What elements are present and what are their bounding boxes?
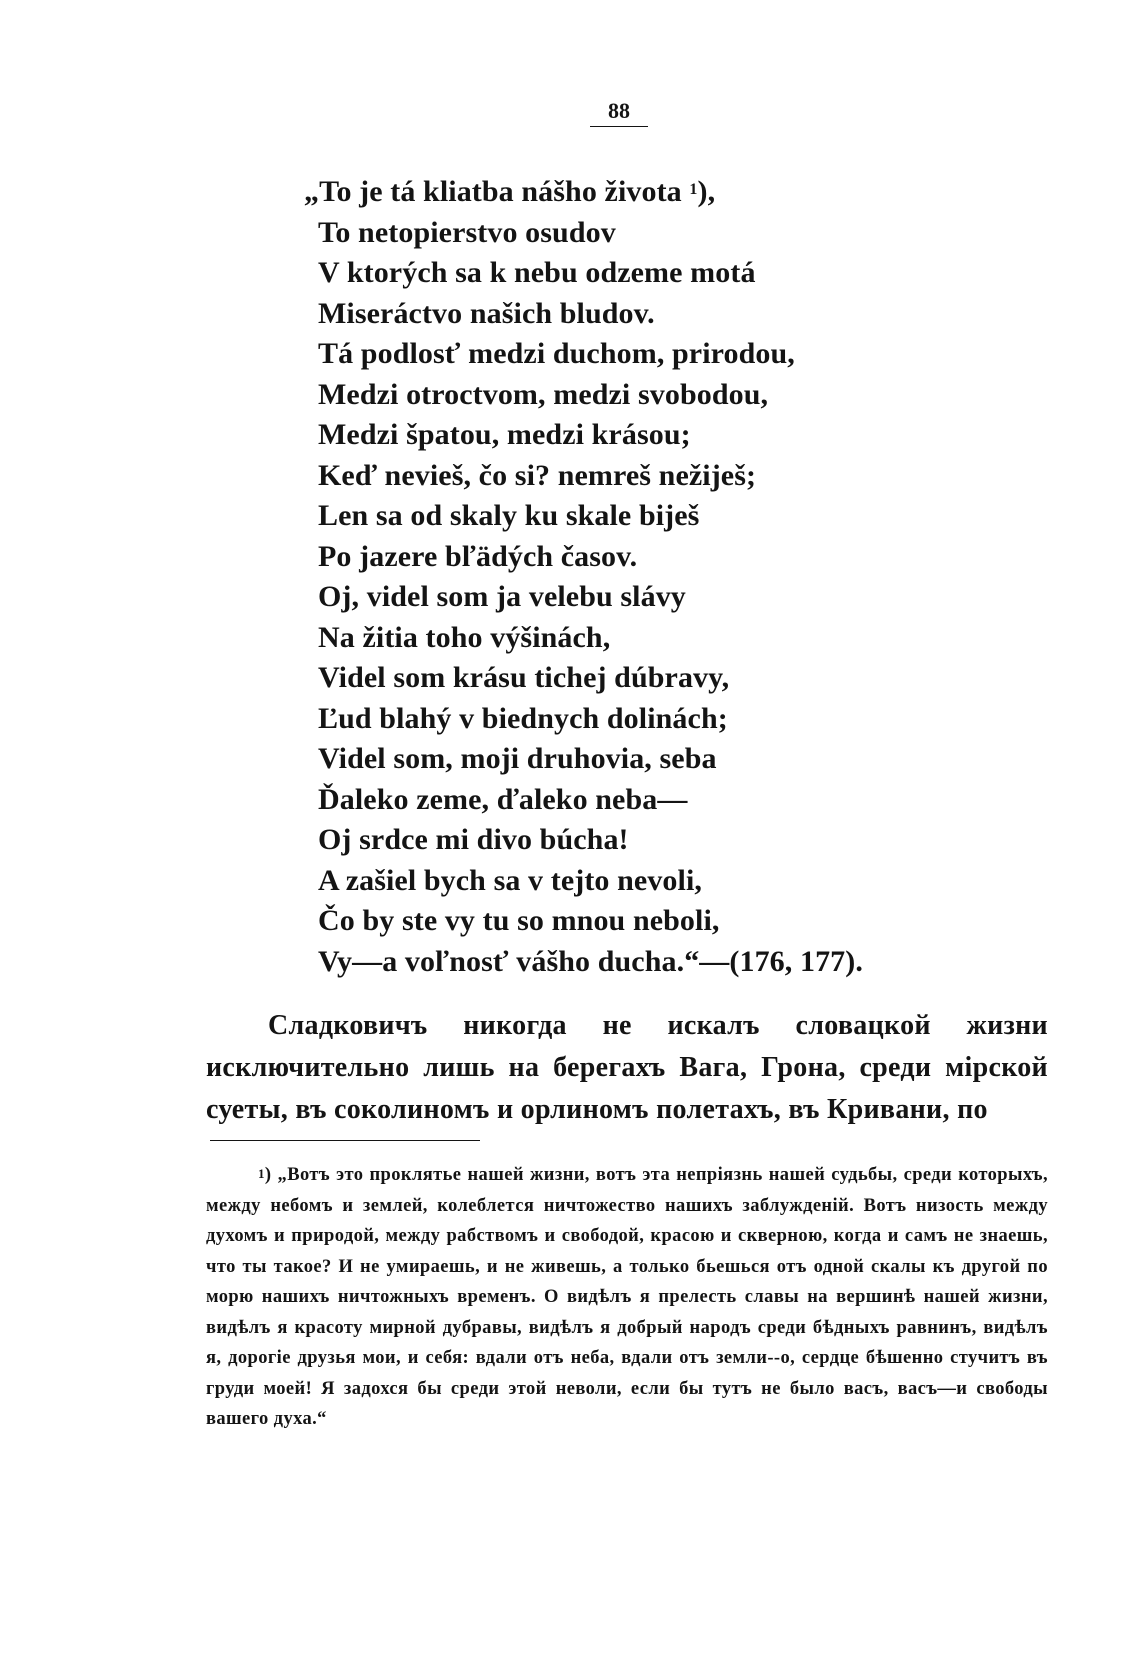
poem-line: Ľud blahý v biednych dolinách; bbox=[318, 701, 728, 735]
poem-line: Medzi otroctvom, medzi svobodou, bbox=[318, 377, 769, 411]
poem-line: A zašiel bych sa v tejto nevoli, bbox=[318, 863, 703, 897]
poem-line: Videl som, moji druhovia, seba bbox=[318, 742, 717, 775]
footnote-divider bbox=[210, 1140, 480, 1141]
poem-line: Tá podlosť medzi duchom, prirodou, bbox=[318, 337, 795, 370]
poem-line-text: „To je tá kliatba nášho života bbox=[304, 175, 682, 208]
footnote-marker: 1 bbox=[258, 1166, 265, 1181]
poem-line: Oj, videl som ja velebu slávy bbox=[318, 580, 686, 613]
footnote-ref: 1 bbox=[689, 181, 698, 198]
poem-line-tail: ), bbox=[697, 175, 716, 208]
poem-line: Vy—a voľnosť vášho ducha.“—(176, 177). bbox=[318, 944, 863, 978]
poem bbox=[304, 172, 938, 982]
page-number: 88 bbox=[590, 98, 648, 127]
poem-line: Po jazere bľädých časov. bbox=[318, 539, 638, 573]
footnote-text: ) „Вотъ это проклятье нашей жизни, вотъ эта непрiязнь нашей судьбы, среди которыхъ, между небомъ и землей, колеблется ничтожество нашихъ заблужденiй. Вотъ низость между духомъ и природой, между рабствомъ и свободой, красою и скверною, когда и самъ не знаешь, что ты такое? И не умираешь, и не живешь, а только бьешься отъ одной скалы къ другой по морю нашихъ ничтожныхъ временъ. О видѣлъ я прелесть славы на вершинѣ нашей жизни, видѣлъ я красоту мирной дубравы, видѣлъ я добрый народъ среди бѣдныхъ равнинъ, видѣлъ я, дорогiе друзья мои, и себя: вдали отъ неба, вдали отъ земли--о, сердце бѣшенно стучитъ въ груди моей! Я задохся бы среди этой неволи, если бы тутъ не было васъ, васъ—и свободы вашего духа.“ bbox=[206, 1165, 1048, 1429]
poem-line bbox=[304, 172, 938, 213]
poem-line: Videl som krásu tichej dúbravy, bbox=[318, 661, 730, 694]
footnote bbox=[206, 1160, 1048, 1435]
poem-line: Keď nevieš, čo si? nemreš nežiješ; bbox=[318, 458, 757, 492]
poem-line: To netopierstvo osudov bbox=[318, 215, 616, 249]
poem-line: Len sa od skaly ku skale biješ bbox=[318, 499, 700, 532]
poem-line: Medzi špatou, medzi krásou; bbox=[318, 418, 691, 451]
prose-paragraph: Сладковичъ никогда не искалъ словацкой жизни исключительно лишь на берегахъ Вага, Грона, среди мiрской суеты, въ соколиномъ и орлиномъ полетахъ, въ Кривани, по bbox=[206, 1010, 1048, 1125]
poem-line: Miseráctvo našich bludov. bbox=[318, 296, 655, 330]
poem-line: Čo by ste vy tu so mnou neboli, bbox=[318, 904, 720, 937]
poem-line: Oj srdce mi divo búcha! bbox=[318, 823, 629, 856]
poem-line: V ktorých sa k nebu odzeme motá bbox=[318, 256, 756, 289]
poem-line: Ďaleko zeme, ďaleko neba— bbox=[318, 782, 688, 816]
poem-line: Na žitia toho výšinách, bbox=[318, 620, 611, 654]
